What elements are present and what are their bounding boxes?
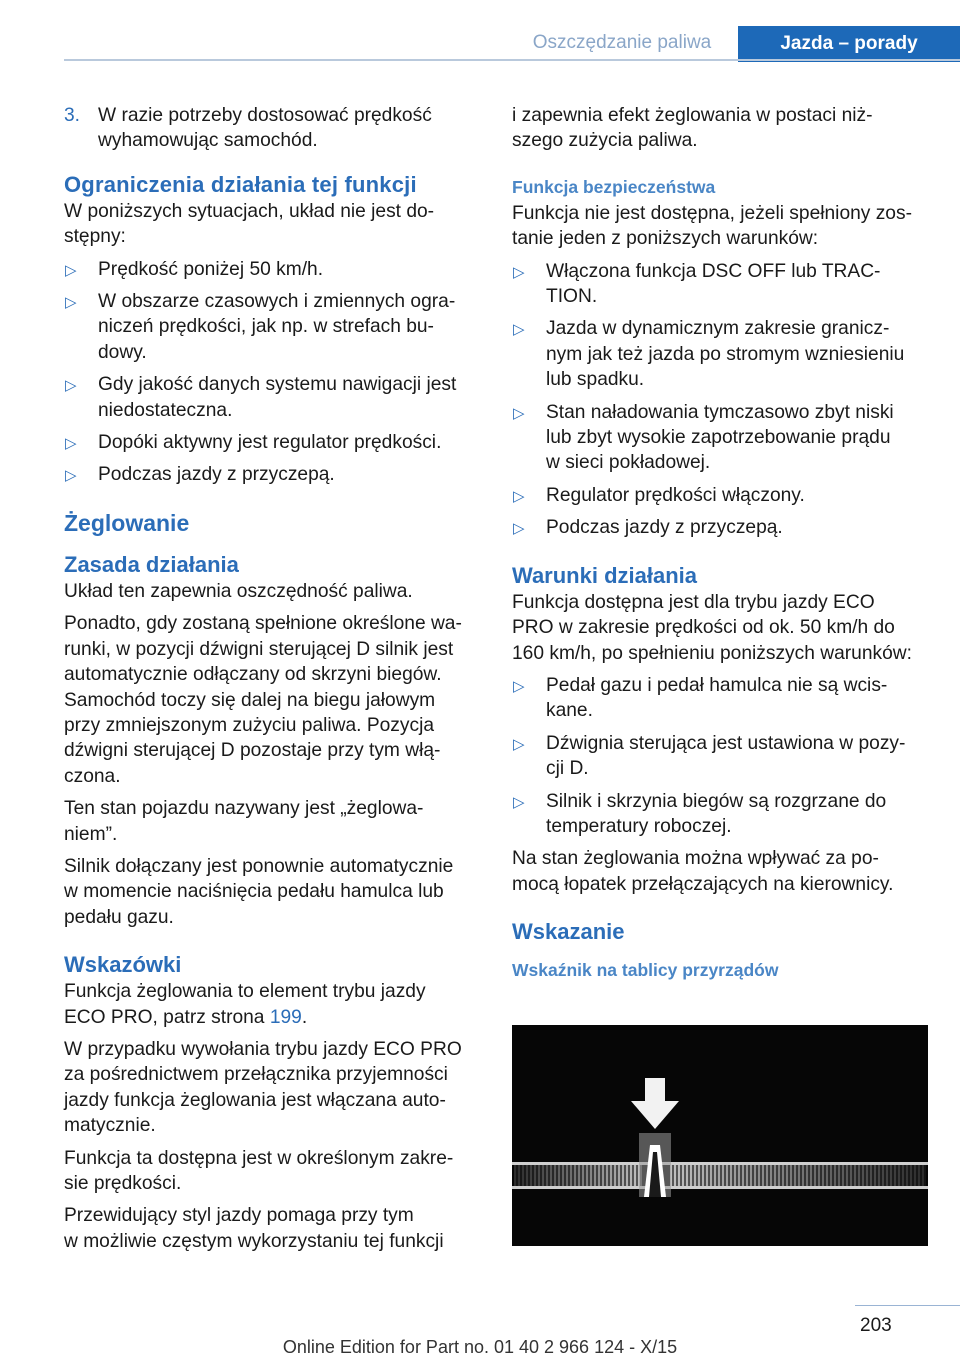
triangle-bullet-icon: ▷ [513,487,525,505]
continued-text: i zapewnia efekt żeglowania w postaci niż‐ szego zużycia paliwa. [512,105,873,152]
instrument-cluster-image [512,1025,928,1246]
triangle-bullet-icon: ▷ [65,294,77,312]
principle-p2: Ponadto, gdy zostaną spełnione określone wa‐ runki, w pozycji dźwigni sterującej D silnik jest automatycznie odłączany od skrzyni biegów. Samochód toczy się dalej na biegu jałowym przy zmniejszonym zużyciu paliwa. Pozycja dźwigni sterującej D pozostaje przy tym włą‐ czona. [64,613,462,787]
page-link[interactable]: 199 [269,1006,302,1028]
triangle-bullet-icon: ▷ [513,404,525,422]
conditions-heading: Warunki działania [512,562,698,588]
triangle-bullet-icon: ▷ [513,263,525,281]
safety-intro: Funkcja nie jest dostępna, jeżeli spełniony zos‐ tanie jeden z poniższych warunków: [512,202,912,250]
list-item: ▷ Podczas jazdy z przyczepą. [64,462,478,487]
safety-heading: Funkcja bezpieczeństwa [512,176,716,197]
principle-p3: Ten stan pojazdu nazywany jest „żeglowa‐ niem”. [64,798,424,845]
step-3: 3. W razie potrzeby dostosować prędkość wyhamowując samochód. [64,105,432,152]
triangle-bullet-icon: ▷ [513,321,525,339]
list-item: ▷ Jazda w dynamicznym zakresie granicz‐ nym jak też jazda po stromym wzniesieniu lub spadku. [513,318,905,391]
triangle-bullet-icon: ▷ [65,467,77,485]
page-number: 203 [860,1315,892,1336]
triangle-bullet-icon: ▷ [513,735,525,753]
right-column [512,103,930,984]
triangle-bullet-icon: ▷ [513,677,525,695]
hints-p3: Funkcja ta dostępna jest w określonym zakre‐ sie prędkości. [64,1147,454,1194]
principle-heading: Zasada działania [64,551,239,577]
footer-rule [855,1305,960,1306]
list-item: ▷ Włączona funkcja DSC OFF lub TRAC‐ TION. [513,260,881,308]
triangle-bullet-icon: ▷ [513,520,525,538]
principle-p4: Silnik dołączany jest ponownie automatycznie w momencie naciśnięcia pedału hamulca lub pedału gazu. [64,855,454,928]
conditions-intro: Funkcja dostępna jest dla trybu jazdy ECO PRO w zakresie prędkości od ok. 50 km/h do 160 km/h, po spełnieniu poniższych warunków: [512,591,912,664]
sailing-heading: Żeglowanie [64,509,190,536]
list-item: ▷ Gdy jakość danych systemu nawigacji jest niedostateczna. [65,374,457,421]
down-arrow-icon [631,1078,679,1129]
conditions-outro: Na stan żeglowania można wpływać za po‐ mocą łopatek przełączających na kierownicy. [512,848,894,895]
sailing-indicator-graphic [512,1025,928,1246]
header-section-tab: Oszczędzanie paliwa [532,32,712,53]
list-item: ▷ Podczas jazdy z przyczepą. [512,515,930,540]
indicator-heading: Wskaźnik na tablicy przyrządów [512,960,779,981]
conditions-list [512,673,930,839]
limits-heading: Ograniczenia działania tej funkcji [64,171,417,197]
triangle-bullet-icon: ▷ [65,435,77,453]
triangle-bullet-icon: ▷ [513,793,525,811]
list-item: ▷ Regulator prędkości włączony. [512,483,930,508]
list-item: ▷ Silnik i skrzynia biegów są rozgrzane do temperatury roboczej. [513,790,887,837]
display-heading: Wskazanie [512,919,625,945]
list-item: ▷ Pedał gazu i pedał hamulca nie są wcis‐ kane. [513,674,888,722]
triangle-bullet-icon: ▷ [65,377,77,395]
limits-list [64,257,478,488]
header-rule [64,59,960,61]
list-item: ▷ Dopóki aktywny jest regulator prędkości. [64,430,478,455]
list-item: ▷ Dźwignia sterująca jest ustawiona w pozy‐ cji D. [513,732,906,780]
hints-p4: Przewidujący styl jazdy pomaga przy tym w możliwie częstym wykorzystaniu tej funkcji [64,1205,444,1252]
step-number: 3. [64,105,81,126]
list-item: ▷ W obszarze czasowych i zmiennych ogra‐ niczeń prędkości, jak np. w strefach bu‐ dowy. [65,291,456,363]
hints-p2: W przypadku wywołania trybu jazdy ECO PRO za pośrednictwem przełącznika przyjemności jazdy funkcja żeglowania jest włączana auto‐ matycznie. [64,1038,462,1137]
hints-p1: Funkcja żeglowania to element trybu jazdy ECO PRO, patrz strona 199. [64,981,426,1028]
list-item: ▷ Stan naładowania tymczasowo zbyt niski lub zbyt wysokie zapotrzebowanie prądu w sieci pokładowej. [513,401,894,474]
limits-intro: W poniższych sytuacjach, układ nie jest do‐ stępny: [64,200,435,248]
left-column [64,103,478,1261]
principle-p1: Układ ten zapewnia oszczędność paliwa. [64,580,413,602]
safety-list [512,259,930,541]
hints-heading: Wskazówki [64,952,182,978]
triangle-bullet-icon: ▷ [65,261,77,279]
footer-edition: Online Edition for Part no. 01 40 2 966 124 - X/15 [282,1337,678,1357]
list-item: ▷ Prędkość poniżej 50 km/h. [64,257,478,282]
header-chapter-tab: Jazda – porady [738,26,960,62]
